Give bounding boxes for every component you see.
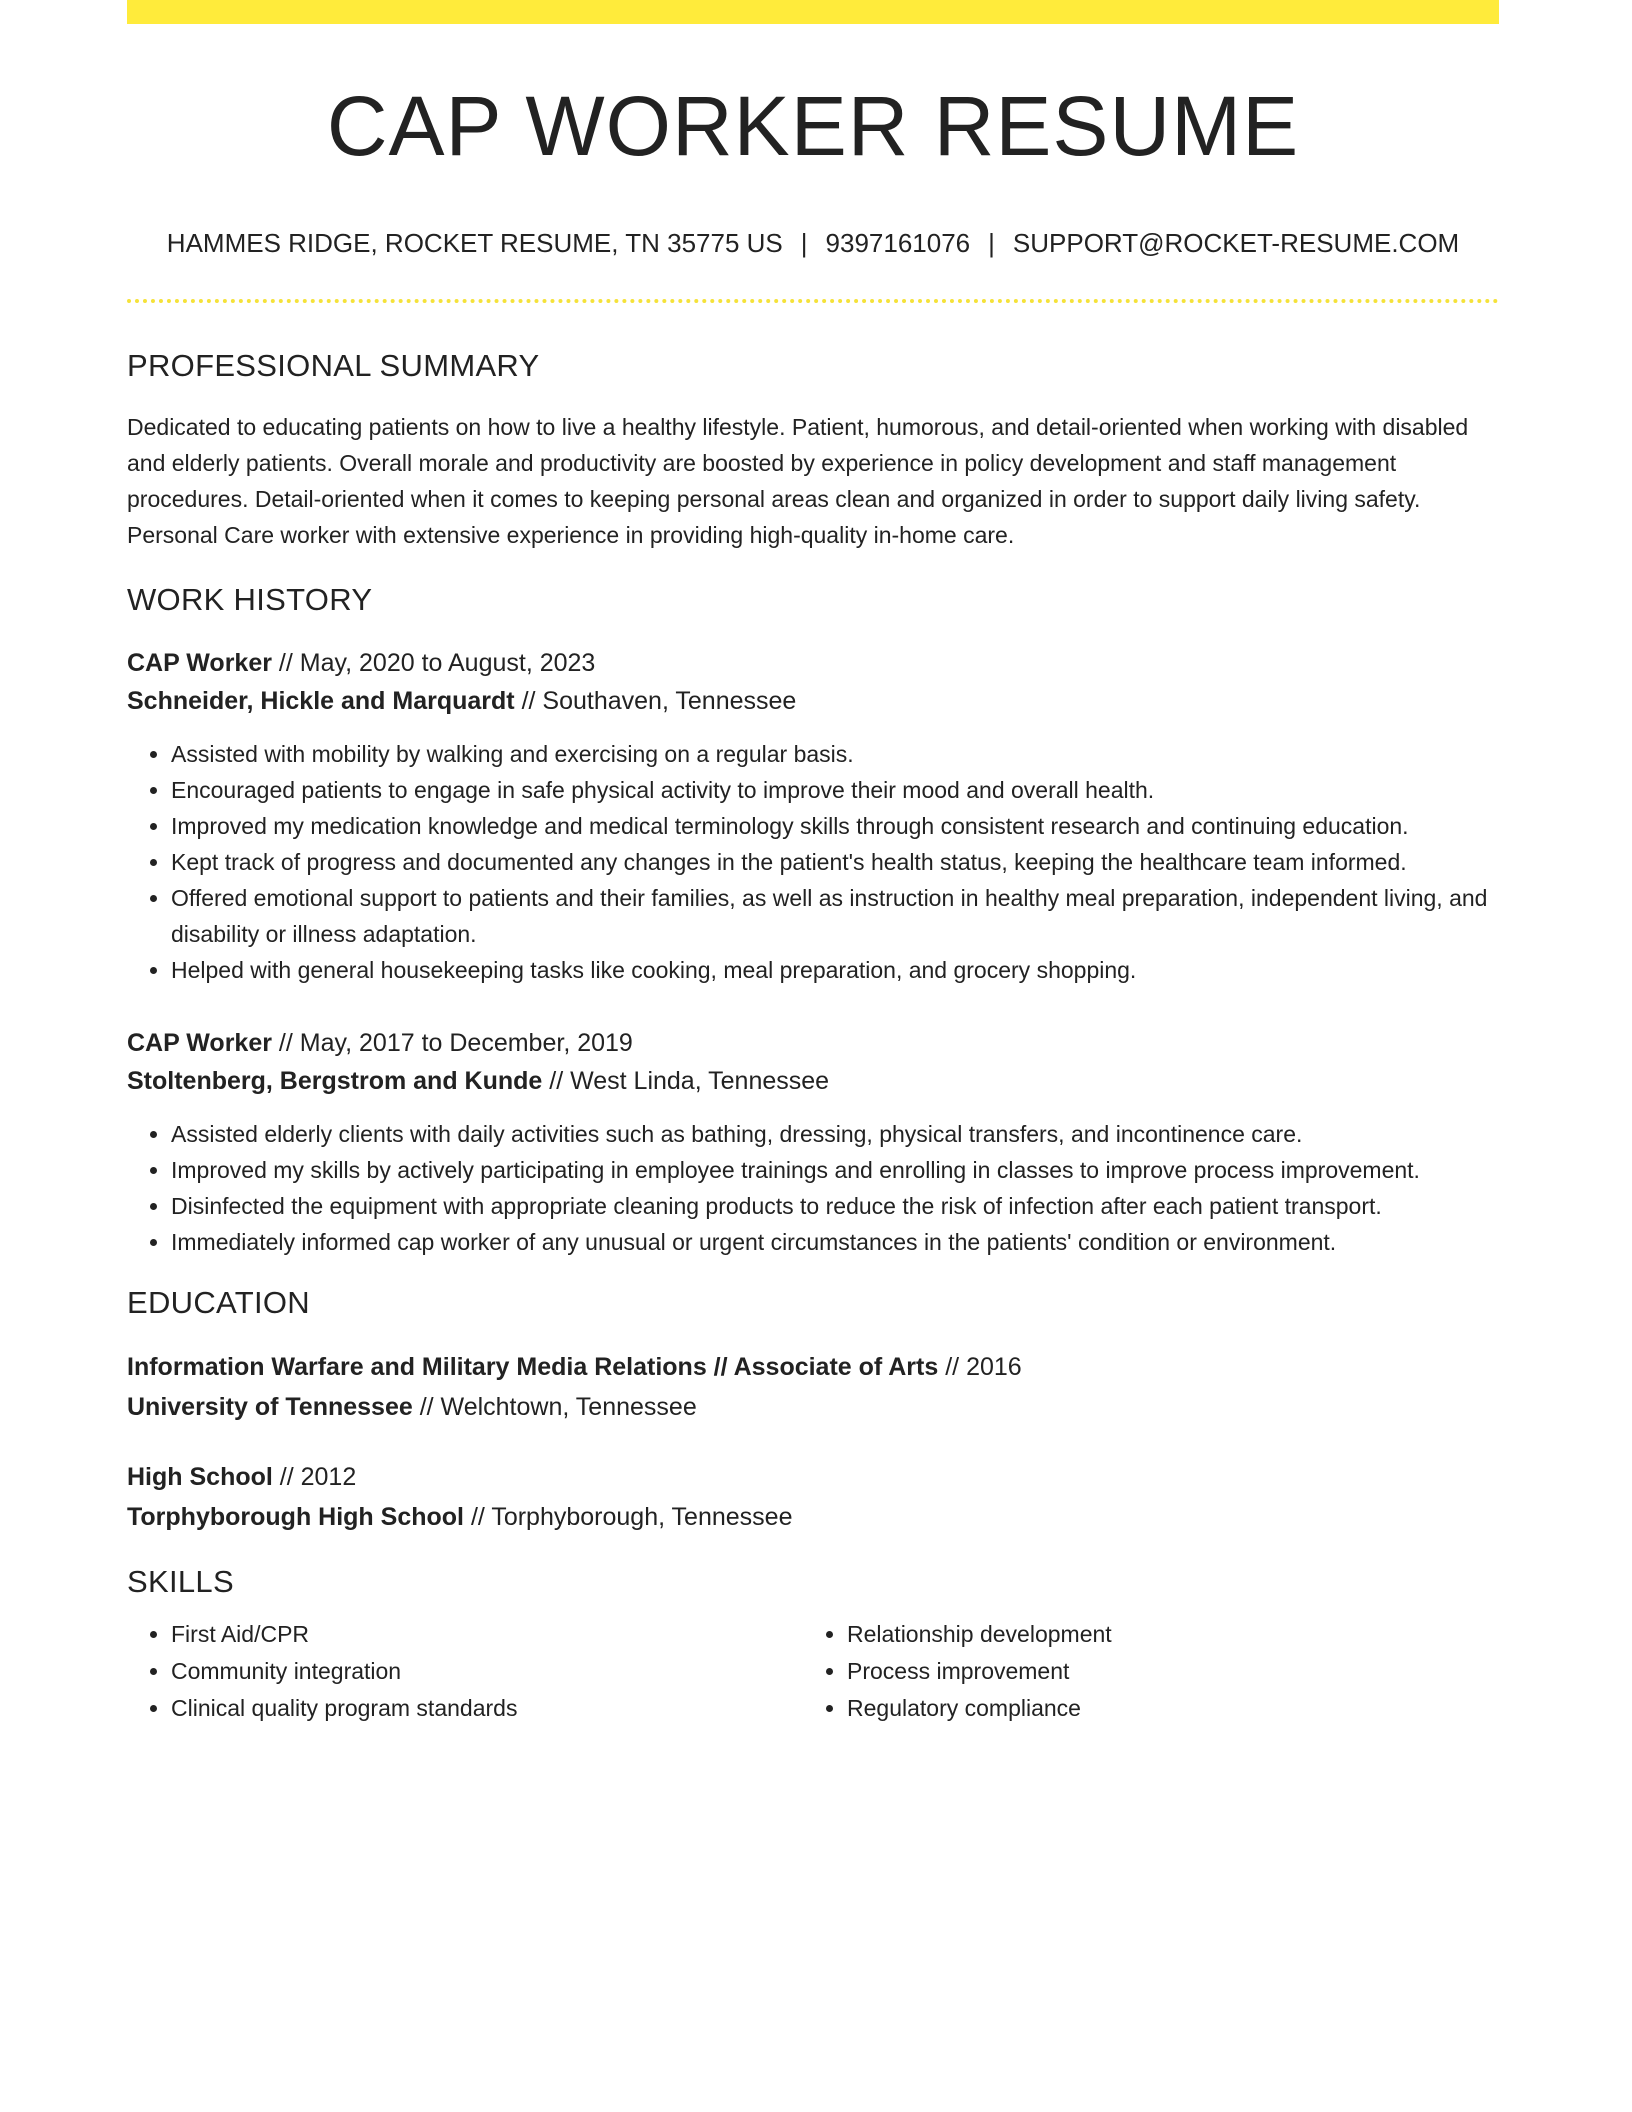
skills-list bbox=[803, 1616, 1479, 1727]
education-year: // 2016 bbox=[938, 1352, 1022, 1381]
job-company: Schneider, Hickle and Marquardt bbox=[127, 686, 515, 715]
job-title: CAP Worker bbox=[127, 1028, 272, 1057]
resume-page bbox=[127, 0, 1499, 1727]
job-company-line bbox=[127, 682, 1499, 720]
contact-separator: | bbox=[800, 228, 808, 259]
contact-phone: 9397161076 bbox=[825, 228, 971, 259]
job-bullet: • Improved my skills by actively participating in employee trainings and enrolling in classes to improve process improvement. bbox=[171, 1152, 1499, 1188]
contact-email: SUPPORT@ROCKET-RESUME.COM bbox=[1012, 228, 1460, 259]
education-degree-line bbox=[127, 1347, 1499, 1387]
skill-item: • Community integration bbox=[171, 1653, 803, 1690]
skill-item: • Regulatory compliance bbox=[847, 1690, 1479, 1727]
job-bullet: • Assisted elderly clients with daily activities such as bathing, dressing, physical transfers, and incontinence care. bbox=[171, 1116, 1499, 1152]
job-bullets bbox=[127, 1116, 1499, 1260]
job-bullet: • Disinfected the equipment with appropriate cleaning products to reduce the risk of infection after each patient transport. bbox=[171, 1188, 1499, 1224]
job-company: Stoltenberg, Bergstrom and Kunde bbox=[127, 1066, 543, 1095]
job-title-line bbox=[127, 644, 1499, 682]
job-company-line bbox=[127, 1062, 1499, 1100]
education-heading: EDUCATION bbox=[127, 1284, 310, 1320]
job-bullet: • Assisted with mobility by walking and exercising on a regular basis. bbox=[171, 736, 1499, 772]
job-bullets bbox=[127, 736, 1499, 988]
education-degree: High School bbox=[127, 1462, 273, 1491]
job-bullet: • Offered emotional support to patients and their families, as well as instruction in healthy meal preparation, independent living, and disability or illness adaptation. bbox=[171, 880, 1499, 952]
skills-heading: SKILLS bbox=[127, 1563, 234, 1599]
job-bullet: • Immediately informed cap worker of any unusual or urgent circumstances in the patients' condition or environment. bbox=[171, 1224, 1499, 1260]
education-entry bbox=[127, 1347, 1499, 1427]
job-title: CAP Worker bbox=[127, 648, 272, 677]
skills-column-right bbox=[803, 1616, 1479, 1727]
skills-column-left bbox=[127, 1616, 803, 1727]
education-degree: Information Warfare and Military Media Relations // Associate of Arts bbox=[127, 1352, 939, 1381]
job-location: // Southaven, Tennessee bbox=[514, 686, 797, 715]
skills-list bbox=[127, 1616, 803, 1727]
skill-item: • Clinical quality program standards bbox=[171, 1690, 803, 1727]
job-dates: // May, 2020 to August, 2023 bbox=[271, 648, 596, 677]
education-location: // Torphyborough, Tennessee bbox=[464, 1502, 793, 1531]
job-title-line bbox=[127, 1024, 1499, 1062]
work-history-heading: WORK HISTORY bbox=[127, 581, 373, 617]
education-year: // 2012 bbox=[272, 1462, 357, 1491]
education-school-line bbox=[127, 1497, 1499, 1537]
job-location: // West Linda, Tennessee bbox=[542, 1066, 830, 1095]
contact-line bbox=[127, 228, 1499, 259]
job-bullet: • Kept track of progress and documented any changes in the patient's health status, keeping the healthcare team informed. bbox=[171, 844, 1499, 880]
job-dates: // May, 2017 to December, 2019 bbox=[271, 1028, 633, 1057]
contact-address: HAMMES RIDGE, ROCKET RESUME, TN 35775 US bbox=[166, 228, 783, 259]
skill-item: • Relationship development bbox=[847, 1616, 1479, 1653]
skills-grid bbox=[127, 1616, 1499, 1727]
job-bullet: • Helped with general housekeeping tasks like cooking, meal preparation, and grocery shopping. bbox=[171, 952, 1499, 988]
accent-bar bbox=[127, 0, 1499, 24]
education-degree-line bbox=[127, 1457, 1499, 1497]
education-location: // Welchtown, Tennessee bbox=[412, 1392, 697, 1421]
skill-item: • First Aid/CPR bbox=[171, 1616, 803, 1653]
education-school: University of Tennessee bbox=[127, 1392, 413, 1421]
summary-text: Dedicated to educating patients on how to live a healthy lifestyle. Patient, humorous, and detail-oriented when working with disabled and elderly patients. Overall morale and productivity are boosted by experience in policy development and staff management procedures. Detail-oriented when it comes to keeping personal areas clean and organized in order to support daily living safety. Personal Care worker with extensive experience in providing high-quality in-home care. bbox=[127, 413, 1469, 548]
job-entry bbox=[127, 1024, 1499, 1260]
summary-heading: PROFESSIONAL SUMMARY bbox=[127, 348, 540, 384]
skill-item: • Process improvement bbox=[847, 1653, 1479, 1690]
resume-title: CAP WORKER RESUME bbox=[326, 79, 1300, 173]
education-school-line bbox=[127, 1387, 1499, 1427]
job-entry bbox=[127, 644, 1499, 988]
education-entry bbox=[127, 1457, 1499, 1537]
header-divider bbox=[127, 299, 1499, 303]
job-bullet: • Improved my medication knowledge and medical terminology skills through consistent research and continuing education. bbox=[171, 808, 1499, 844]
contact-separator: | bbox=[988, 228, 995, 259]
education-school: Torphyborough High School bbox=[127, 1502, 464, 1531]
job-bullet: • Encouraged patients to engage in safe physical activity to improve their mood and overall health. bbox=[171, 772, 1499, 808]
